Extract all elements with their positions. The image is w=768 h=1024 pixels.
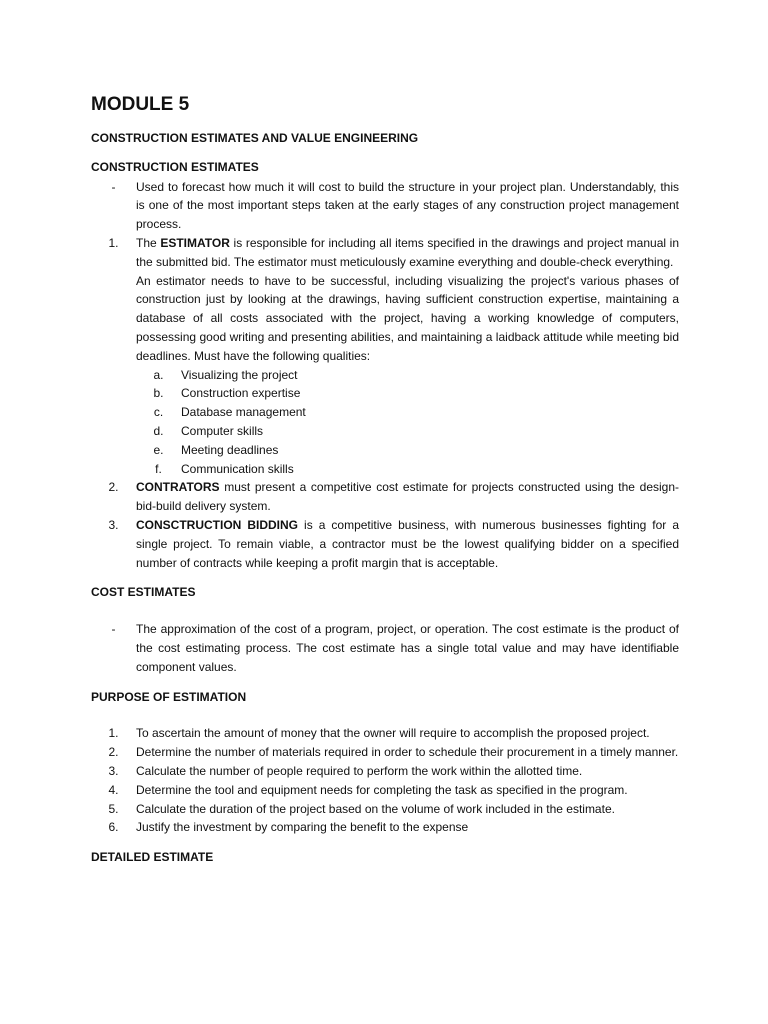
quality-letter: f. [155,461,162,476]
list-item [91,234,679,478]
list-item-text: Justify the investment by comparing the benefit to the expense [136,820,469,835]
list-item-text [136,478,679,516]
list-number: 6. [108,820,119,835]
section-heading-cost-estimates: COST ESTIMATES [91,585,196,600]
bold-term: CONTRATORS [136,480,220,495]
list-item [91,800,679,819]
list-item [91,781,679,800]
list-number: 3. [108,517,119,532]
list-number: 2. [108,745,119,760]
list-item-text [136,516,679,572]
quality-item [136,460,679,479]
list-number: 4. [108,782,119,797]
text-run: is a competitive business, with numerous businesses fighting for a single project. To remain viable, a contractor must be the lowest qualifying bidder on a specified number of contracts while keeping a profit margin that is acceptable. [136,517,679,570]
quality-item [136,366,679,385]
text-run: is responsible for including all items specified in the drawings and project manual in the submitted bid. The estimator must meticulously examine everything and double-check everything. [136,235,680,269]
list-number: 1. [108,235,119,250]
list-number: 2. [108,480,119,495]
quality-item [136,403,679,422]
list-number: 5. [108,801,119,816]
quality-letter: e. [153,442,164,457]
text-run: must present a competitive cost estimate for projects constructed using the design-bid-build delivery system. [136,480,679,514]
purpose-list [91,724,679,837]
quality-text: Computer skills [181,423,264,438]
document-content [91,93,679,867]
list-item-text: The approximation of the cost of a program, project, or operation. The cost estimate is the product of the cost estimating process. The cost estimate has a single total value and may have identifiable component values. [136,622,679,674]
list-number: 3. [108,763,119,778]
section-heading-construction-estimates: CONSTRUCTION ESTIMATES [91,159,259,174]
text-run: The [136,235,161,250]
dash-marker: - [111,179,116,194]
quality-text: Visualizing the project [181,367,298,382]
document-subtitle: CONSTRUCTION ESTIMATES AND VALUE ENGINEERING [91,131,419,145]
quality-letter: c. [153,405,164,420]
section-heading-detailed-estimate: DETAILED ESTIMATE [91,850,214,865]
quality-letter: d. [153,423,164,438]
module-title: MODULE 5 [91,94,190,115]
list-item [91,178,679,234]
list-item [91,762,679,781]
dash-marker: - [111,622,116,637]
qualities-list [136,366,679,479]
list-item [91,478,679,516]
list-item [91,620,679,676]
list-item-text: Used to forecast how much it will cost to build the structure in your project plan. Understandably, this is one of the most important steps taken at the early stages of any construction project management process. [136,179,679,232]
list-item [91,516,679,572]
section-heading-purpose-of-estimation: PURPOSE OF ESTIMATION [91,689,247,704]
list-item [91,743,679,762]
quality-item [136,384,679,403]
quality-letter: a. [153,367,164,382]
list-item-text: Determine the number of materials required in order to schedule their procurement in a timely manner. [136,745,679,760]
list-item [91,724,679,743]
quality-text: Meeting deadlines [181,442,279,457]
list-item-text: To ascertain the amount of money that the owner will require to accomplish the proposed project. [136,726,650,741]
quality-item [136,422,679,441]
bold-term: ESTIMATOR [160,235,230,250]
estimator-qualities-paragraph: An estimator needs to have to be successful, including visualizing the project's various phases of construction just by looking at the drawings, having sufficient construction expertise, maintaining a database of all costs associated with the project, having a working knowledge of computers, possessing good writing and presenting abilities, and maintaining a laidback attitude while meeting bid deadlines. Must have the following qualities: [136,273,679,363]
list-item-text: Calculate the duration of the project based on the volume of work included in the estimate. [136,801,615,816]
list-item-text: Determine the tool and equipment needs for completing the task as specified in the program. [136,782,628,797]
quality-letter: b. [153,386,164,401]
quality-text: Communication skills [181,461,294,476]
quality-text: Construction expertise [181,386,301,401]
bold-term: CONSCTRUCTION BIDDING [136,517,299,532]
list-item-text: Calculate the number of people required to perform the work within the allotted time. [136,763,583,778]
list-number: 1. [108,726,119,741]
quality-text: Database management [181,405,306,420]
quality-item [136,441,679,460]
estimator-paragraph [136,234,679,272]
list-item [91,818,679,837]
